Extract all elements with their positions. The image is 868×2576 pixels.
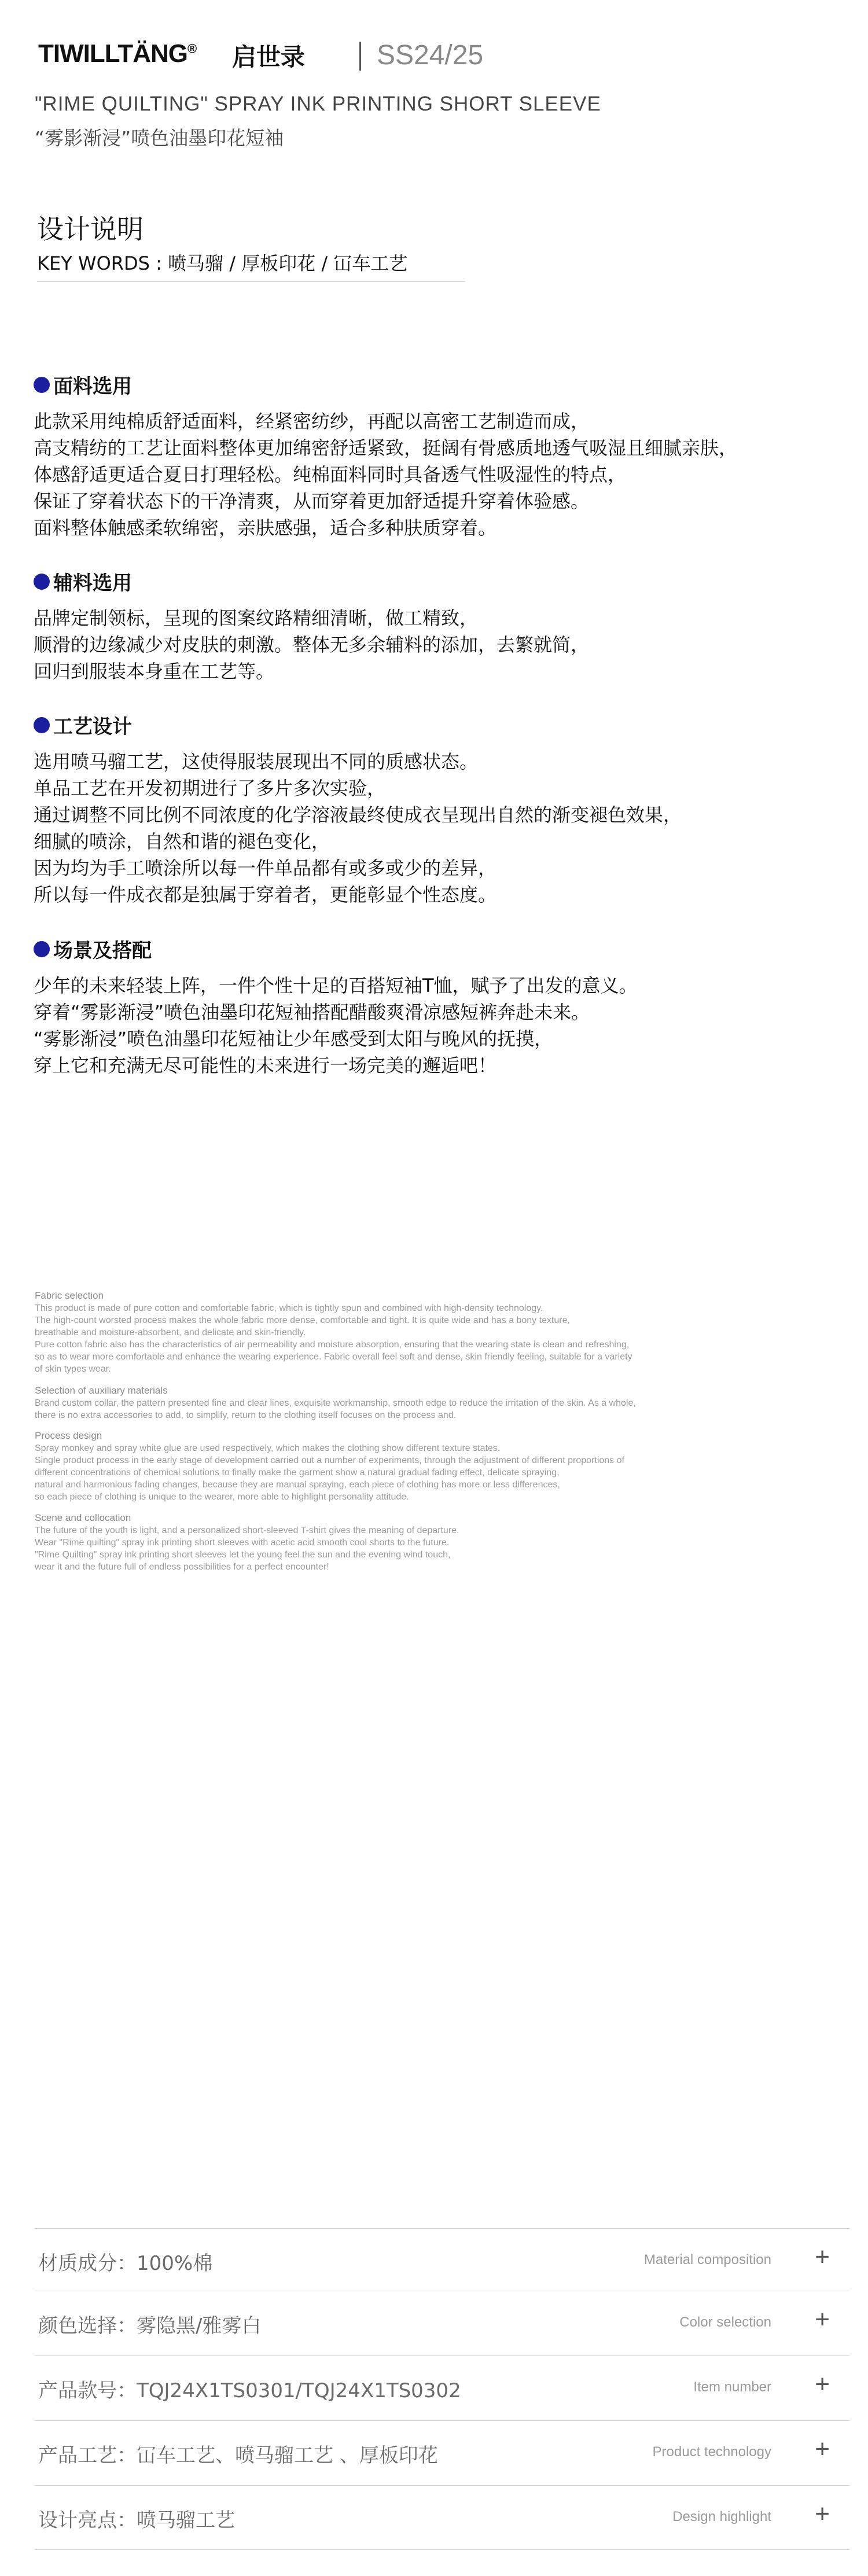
- english-title: Fabric selection: [35, 1290, 104, 1301]
- spec-label-en: Color selection: [679, 2314, 771, 2330]
- english-line: of skin types wear.: [35, 1364, 111, 1374]
- spec-label-cn: 颜色选择：雾隐黑/雅雾白: [38, 2314, 262, 2338]
- brand-logo: [38, 39, 196, 68]
- spec-label-cn: 设计亮点：喷马骝工艺: [38, 2509, 235, 2532]
- body-line: 保证了穿着状态下的干净清爽，从而穿着更加舒适提升穿着体验感。: [34, 490, 590, 512]
- section-scene: [34, 935, 844, 1079]
- brand-name-cn: 启世录: [232, 43, 306, 71]
- spec-label-en: Material composition: [643, 2252, 771, 2268]
- english-line: wear it and the future full of endless possibilities for a perfect encounter!: [35, 1562, 329, 1572]
- body-line: 此款采用纯棉质舒适面料，经紧密纺纱，再配以高密工艺制造而成，: [34, 410, 590, 432]
- section-body: [34, 605, 844, 685]
- body-line: 细腻的喷涂，自然和谐的褪色变化，: [34, 831, 330, 852]
- english-line: The future of the youth is light, and a personalized short-sleeved T-shirt gives the meaning of departure.: [35, 1526, 459, 1535]
- english-scene: [35, 1512, 799, 1573]
- body-line: 穿上它和充满无尽可能性的未来进行一场完美的邂逅吧！: [34, 1054, 497, 1076]
- english-line: "Rime Quilting" spray ink printing short sleeves let the young feel the sun and the evening wind touch,: [35, 1550, 451, 1560]
- section-title-text: 工艺设计: [53, 715, 132, 738]
- english-title: Selection of auxiliary materials: [35, 1385, 168, 1396]
- spec-label-cn: 产品工艺：冚车工艺、喷马骝工艺 、厚板印花: [38, 2444, 438, 2467]
- spec-row-highlight[interactable]: [35, 2485, 849, 2550]
- design-description-title: 设计说明: [37, 214, 144, 245]
- english-title: Scene and collocation: [35, 1512, 131, 1523]
- body-line: 面料整体触感柔软绵密，亲肤感强，适合多种肤质穿着。: [34, 517, 497, 539]
- body-line: 高支精纺的工艺让面料整体更加绵密舒适紧致，挺阔有骨感质地透气吸湿且细腻亲肤，: [34, 437, 738, 459]
- brand-header: [38, 34, 848, 74]
- body-line: 因为均为手工喷涂所以每一件单品都有或多或少的差异，: [34, 857, 497, 879]
- bullet-dot-icon: [34, 717, 50, 733]
- plus-icon[interactable]: +: [815, 2500, 830, 2528]
- section-title-text: 辅料选用: [53, 572, 132, 595]
- bullet-dot-icon: [34, 574, 50, 590]
- keywords-line: KEY WORDS : 喷马骝 / 厚板印花 / 冚车工艺: [37, 249, 465, 282]
- body-line: 通过调整不同比例不同浓度的化学溶液最终使成衣呈现出自然的渐变褪色效果，: [34, 804, 682, 826]
- english-fabric: [35, 1289, 799, 1375]
- english-line: Spray monkey and spray white glue are used respectively, which makes the clothing show different texture states.: [35, 1443, 501, 1453]
- spec-label-cn: 材质成分：100%棉: [38, 2252, 213, 2275]
- english-line: Single product process in the early stage of development carried out a number of experiments, through the adjustment of different proportions of: [35, 1456, 624, 1465]
- spec-label-en: Item number: [693, 2379, 771, 2395]
- header-divider: [359, 42, 361, 71]
- section-title: [34, 935, 844, 963]
- body-line: 体感舒适更适合夏日打理轻松。纯棉面料同时具备透气性吸湿性的特点，: [34, 464, 627, 486]
- section-body: [34, 408, 844, 541]
- plus-icon[interactable]: +: [815, 2243, 830, 2271]
- spec-label-cn: 产品款号：TQJ24X1TS0301/TQJ24X1TS0302: [38, 2379, 461, 2402]
- product-title-en: "RIME QUILTING" SPRAY INK PRINTING SHORT SLEEVE: [35, 93, 601, 115]
- body-line: 品牌定制领标，呈现的图案纹路精细清晰，做工精致，: [34, 607, 479, 629]
- english-line: there is no extra accessories to add, to simplify, return to the clothing itself focuses on the process and.: [35, 1410, 457, 1420]
- product-title-cn: “雾影渐浸”喷色油墨印花短袖: [35, 127, 284, 149]
- english-process: [35, 1430, 799, 1503]
- section-body: [34, 972, 844, 1079]
- english-line: breathable and moisture-absorbent, and delicate and skin-friendly.: [35, 1328, 306, 1337]
- spec-label-en: Design highlight: [672, 2509, 771, 2524]
- spec-row-color[interactable]: [35, 2291, 849, 2355]
- brand-name-en: TIWILLTÄNG: [38, 39, 187, 68]
- bullet-dot-icon: [34, 377, 50, 393]
- section-process: [34, 711, 844, 908]
- english-line: Brand custom collar, the pattern presented fine and clear lines, exquisite workmanship, smooth edge to reduce the irritation of the skin. As a whole,: [35, 1398, 636, 1408]
- body-line: 回归到服装本身重在工艺等。: [34, 660, 275, 682]
- registered-mark: ®: [187, 41, 197, 56]
- section-title-text: 场景及搭配: [53, 939, 152, 962]
- section-body: [34, 748, 844, 908]
- body-line: 单品工艺在开发初期进行了多片多次实验，: [34, 777, 386, 799]
- section-title: [34, 370, 844, 399]
- english-line: Pure cotton fabric also has the characteristics of air permeability and moisture absorption, ensuring that the wearing state is clean and refreshing,: [35, 1340, 630, 1350]
- english-line: so each piece of clothing is unique to the wearer, more able to highlight personality attitude.: [35, 1492, 409, 1502]
- body-line: 少年的未来轻装上阵，一件个性十足的百搭短袖T恤，赋予了出发的意义。: [34, 975, 638, 997]
- section-title: [34, 567, 844, 596]
- section-fabric: [34, 370, 844, 541]
- spec-row-material[interactable]: [35, 2228, 849, 2292]
- english-line: so as to wear more comfortable and enhance the wearing experience. Fabric overall feel soft and dense, skin friendly feeling, suitable for a variety: [35, 1352, 632, 1362]
- body-line: 顺滑的边缘减少对皮肤的刺激。整体无多余辅料的添加，去繁就简，: [34, 634, 590, 656]
- body-line: 选用喷马骝工艺，这使得服装展现出不同的质感状态。: [34, 751, 479, 773]
- english-line: different concentrations of chemical solutions to finally make the garment show a natural gradual fading effect, delicate spraying,: [35, 1468, 560, 1478]
- bullet-dot-icon: [34, 941, 50, 957]
- plus-icon[interactable]: +: [815, 2435, 830, 2463]
- body-line: 穿着“雾影渐浸”喷色油墨印花短袖搭配醋酸爽滑凉感短裤奔赴未来。: [34, 1001, 590, 1023]
- plus-icon[interactable]: +: [815, 2370, 830, 2398]
- section-title-text: 面料选用: [53, 375, 132, 398]
- spec-row-item-number[interactable]: [35, 2355, 849, 2420]
- section-auxiliary: [34, 567, 844, 685]
- spec-row-technology[interactable]: [35, 2420, 849, 2485]
- english-line: This product is made of pure cotton and comfortable fabric, which is tightly spun and combined with high-density technology.: [35, 1303, 543, 1313]
- body-line: “雾影渐浸”喷色油墨印花短袖让少年感受到太阳与晚风的抚摸，: [34, 1028, 553, 1050]
- plus-icon[interactable]: +: [815, 2305, 830, 2334]
- season-label: SS24/25: [377, 40, 484, 71]
- section-title: [34, 711, 844, 739]
- english-line: natural and harmonious fading changes, because they are manual spraying, each piece of clothing has more or less differences,: [35, 1480, 560, 1490]
- spec-label-en: Product technology: [652, 2444, 771, 2460]
- english-auxiliary: [35, 1384, 799, 1421]
- english-line: The high-count worsted process makes the whole fabric more dense, comfortable and tight. It is quite wide and has a bony texture,: [35, 1315, 570, 1325]
- english-title: Process design: [35, 1430, 102, 1441]
- english-line: Wear "Rime quilting" spray ink printing short sleeves with acetic acid smooth cool shorts to the future.: [35, 1538, 450, 1548]
- body-line: 所以每一件成衣都是独属于穿着者，更能彰显个性态度。: [34, 884, 497, 906]
